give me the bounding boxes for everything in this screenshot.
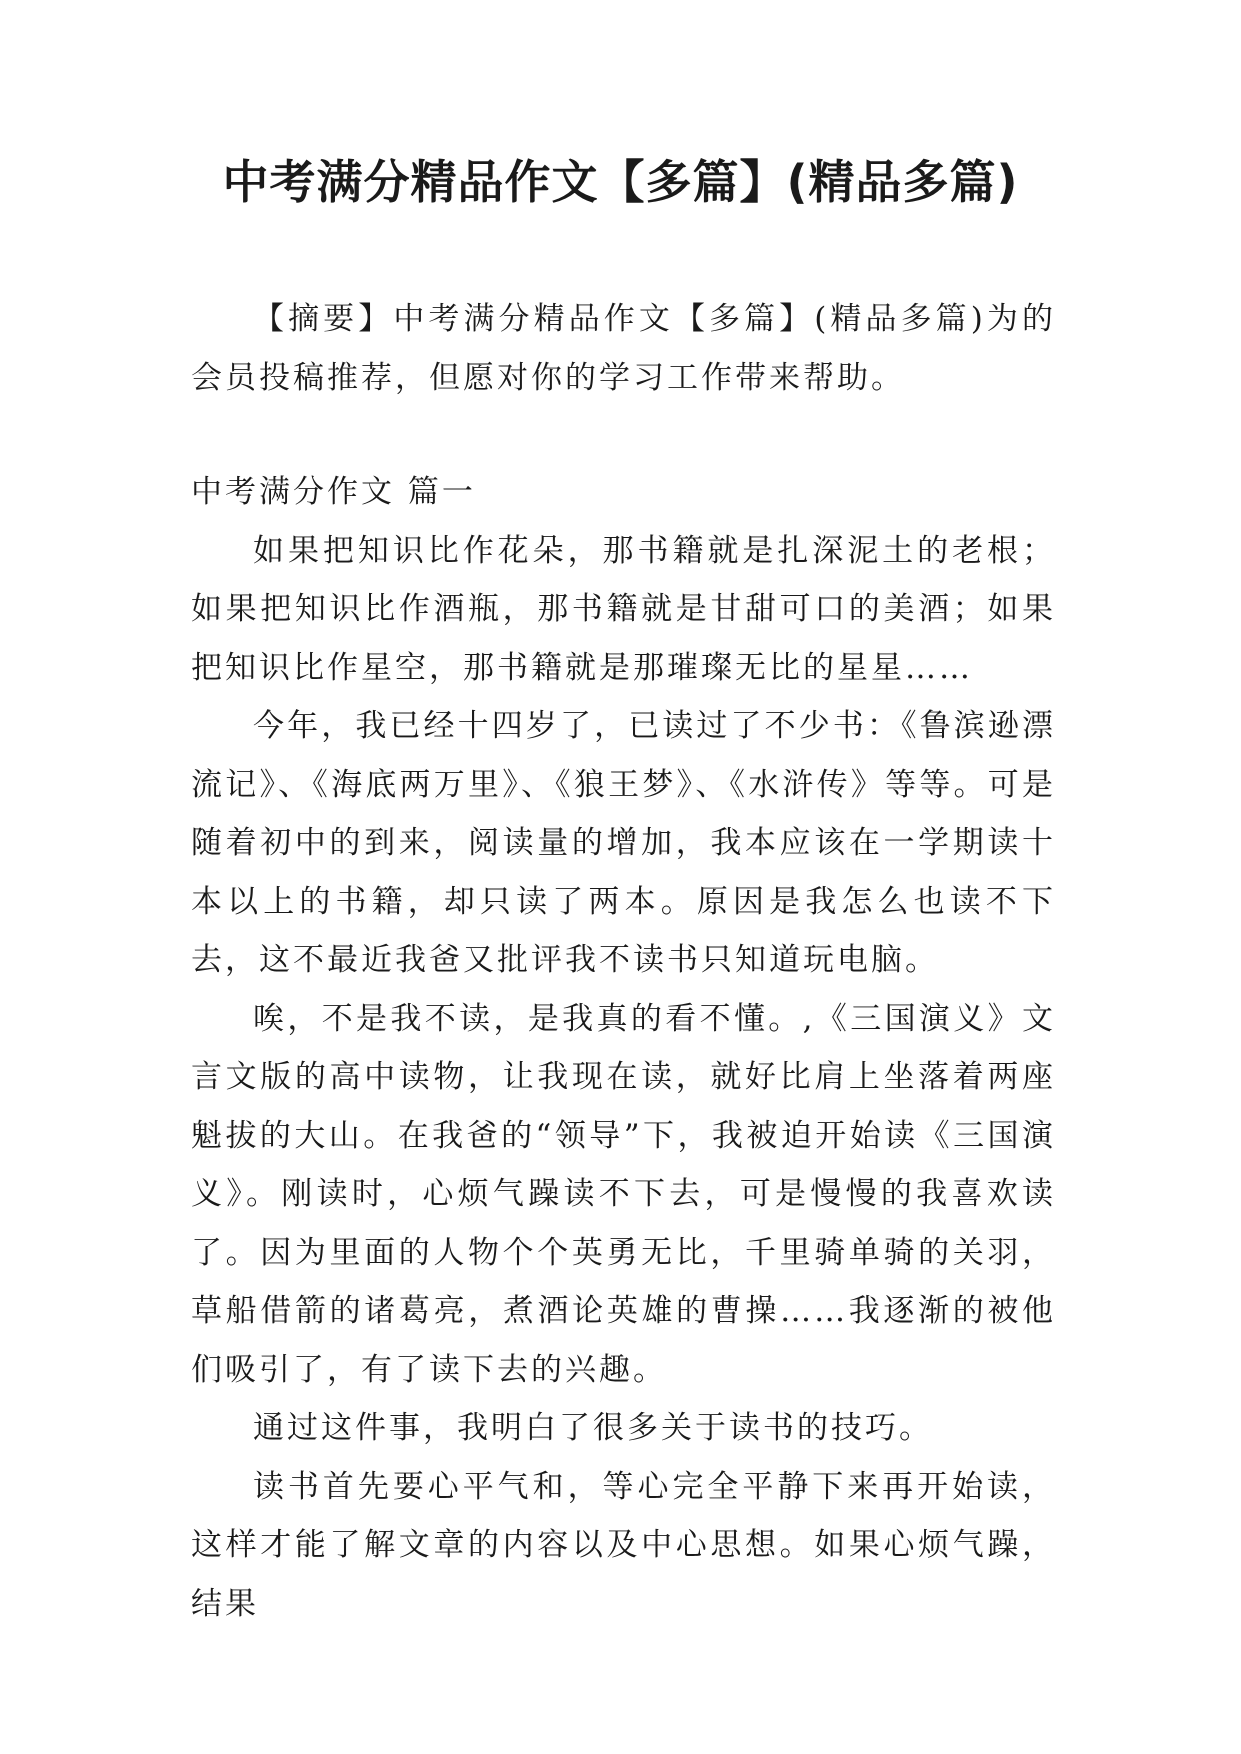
body-paragraph: 唉，不是我不读，是我真的看不懂。,《三国演义》文言文版的高中读物，让我现在读，就好比肩上坐落着两座魁拔的大山。在我爸的“领导”下，我被迫开始读《三国演义》。刚读时，心烦气躁读不下去，可是慢慢的我喜欢读了。因为里面的人物个个英勇无比，千里骑单骑的关羽，草船借箭的诸葛亮，煮酒论英雄的曹操……我逐渐的被他们吸引了，有了读下去的兴趣。 bbox=[191, 1000, 1056, 1388]
section-heading: 中考满分作文 篇一 bbox=[191, 474, 476, 510]
body-paragraph: 通过这件事，我明白了很多关于读书的技巧。 bbox=[253, 1410, 933, 1446]
abstract-paragraph: 【摘要】中考满分精品作文【多篇】(精品多篇)为的会员投稿推荐，但愿对你的学习工作带来帮助。 bbox=[191, 301, 1056, 396]
section-gap bbox=[191, 407, 1056, 463]
body-paragraph: 今年，我已经十四岁了，已读过了不少书：《鲁滨逊漂流记》、《海底两万里》、《狼王梦》、《水浒传》等等。可是随着初中的到来，阅读量的增加，我本应该在一学期读十本以上的书籍，却只读了两本。原因是我怎么也读不下去，这不最近我爸又批评我不读书只知道玩电脑。 bbox=[191, 708, 1056, 978]
body-paragraph: 如果把知识比作花朵，那书籍就是扎深泥土的老根；如果把知识比作酒瓶，那书籍就是甘甜可口的美酒；如果把知识比作星空，那书籍就是那璀璨无比的星星…… bbox=[191, 532, 1056, 686]
document-title: 中考满分精品作文【多篇】(精品多篇) bbox=[222, 155, 1019, 209]
document-body bbox=[191, 290, 1056, 1633]
body-paragraph: 读书首先要心平气和，等心完全平静下来再开始读，这样才能了解文章的内容以及中心思想。如果心烦气躁，结果 bbox=[191, 1468, 1056, 1622]
